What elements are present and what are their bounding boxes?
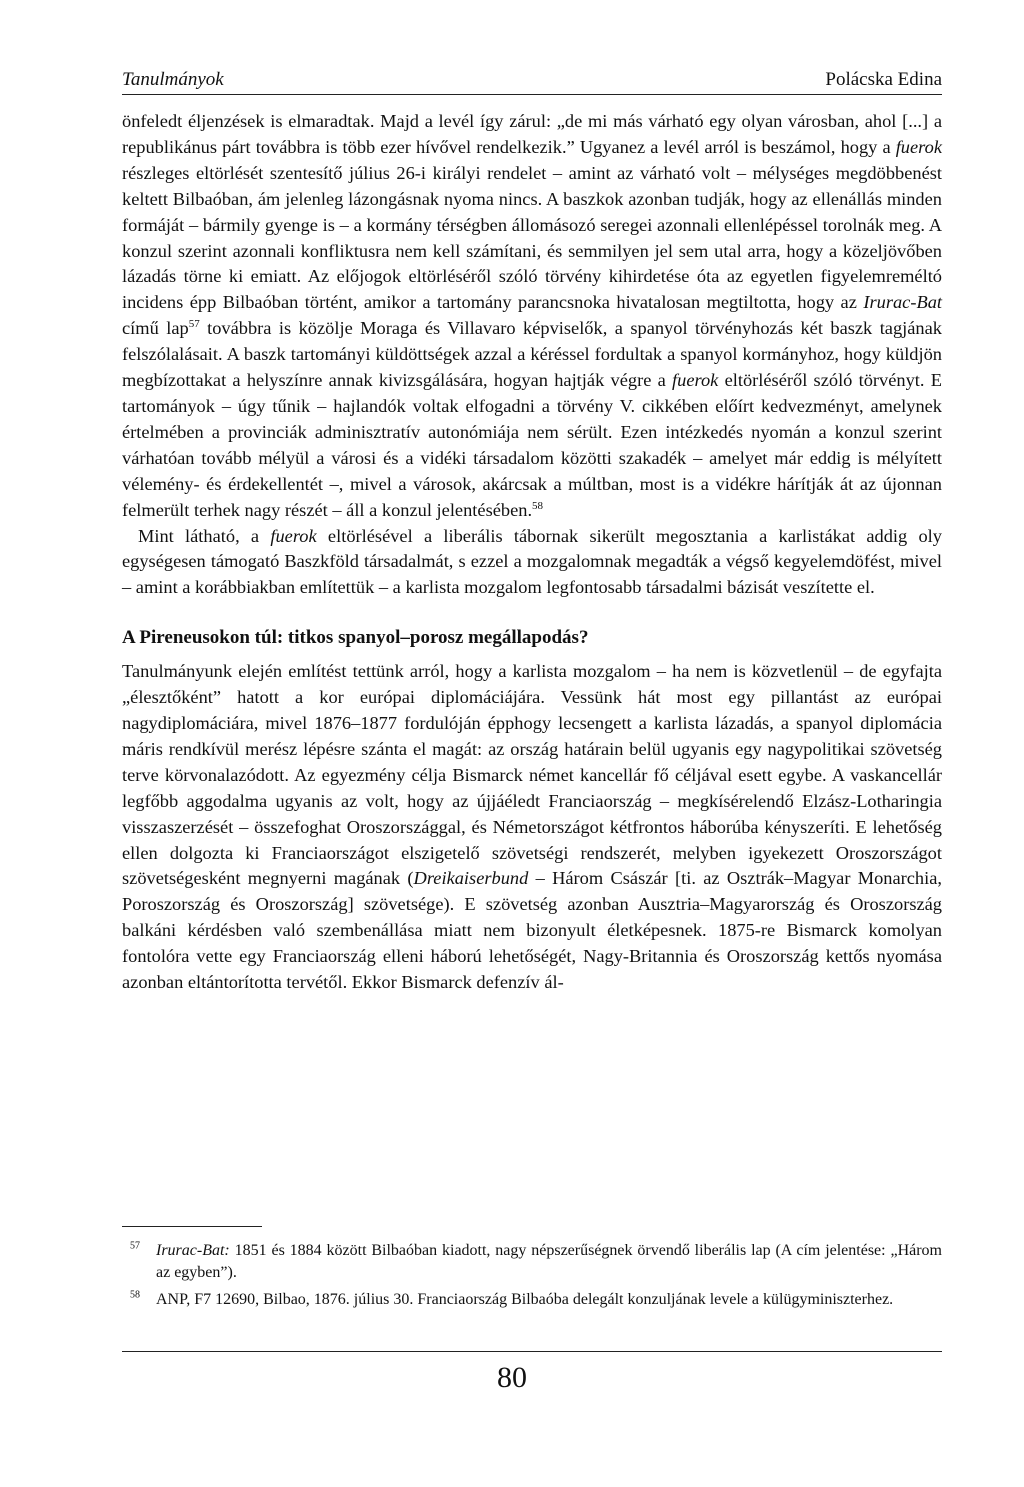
running-header: [122, 68, 942, 95]
footnote-separator: [122, 1226, 262, 1227]
paragraph-1: önfeledt éljenzések is elmaradtak. Majd a levél így zárul: „de mi más várható egy olyan városban, ahol [...] a republikánus párt továbbra is több ezer hívővel rendelkezik.” Ugyanez a levél arról is beszámol, hogy a fuerok részleges eltörlését szentesítő július 26-i királyi rendelet – amint az várható volt – mélységes megdöbbenést keltett Bilbaóban, ám jelenleg lázongásnak nyoma nincs. A baszkok azonban tudják, hogy az ellenállás minden formáját – bármily gyenge is – a kormány térségben állomásozó seregei azonnali ellenlépéssel torolnák meg. A konzul szerint azonnali konfliktusra nem kell számítani, és semmilyen jel sem utal arra, hogy a közeljövőben lázadás törne ki emiatt. Az előjogok eltörléséről szóló törvény kihirdetése óta az egyetlen figyelemreméltó incidens épp Bilbaóban történt, amikor a tartomány parancsnoka hivatalosan megtiltotta, hogy az Irurac-Bat című lap$^{57}$ továbbra is közölje Moraga és Villavaro képviselők, a spanyol törvényhozás két baszk tagjának felszólalásait. A baszk tartományi küldöttségek azzal a kéréssel fordultak a spanyol kormányhoz, hogy küldjön megbízottakat a helyszínre annak kivizsgálására, hogyan hajtják végre a fuerok eltörléséről szóló törvényt. E tartományok – úgy tűnik – hajlandók voltak elfogadni a törvény V. cikkében előírt kedvezményt, amelynek értelmében a provinciák adminisztratív autonómiája nem sérült. Ezen intézkedés nyomán a konzul szerint várhatóan tovább mélyül a városi és a vidéki társadalom közötti szakadék – amelyet már eddig is mélyített vélemény- és érdekellentét –, mivel a városok, akárcsak a múltban, most is a vidékre hárítják át az újonnan felmerült terhek nagy részét – áll a konzul jelentésében.$^{58}$: [122, 111, 942, 520]
italic-term: fuerok: [895, 136, 942, 157]
section-heading: A Pireneusokon túl: titkos spanyol–porosz megállapodás?: [122, 627, 589, 649]
footnote-57: $^{57}$ Irurac-Bat: 1851 és 1884 között Bilbaóban kiadott, nagy népszerűségnek örvendő liberális lap (A cím jelentése: „Három az egyben”).: [130, 1240, 942, 1281]
running-header-author: Polácska Edina: [825, 69, 942, 90]
footnote-ref-58[interactable]: 58: [532, 499, 544, 512]
running-header-section: Tanulmányok: [122, 69, 224, 90]
footnote-58: $^{58}$ ANP, F7 12690, Bilbao, 1876. július 30. Franciaország Bilbaóba delegált konzuljának levele a külügyminiszterhez.: [130, 1289, 894, 1308]
italic-term: fuerok: [672, 370, 719, 391]
body-text: [122, 109, 942, 996]
footnote-ref-57[interactable]: 57: [188, 318, 200, 331]
footnote-number: 58: [130, 1289, 140, 1301]
italic-term: Dreikaiserbund: [413, 868, 529, 889]
paragraph-3: Tanulmányunk elején említést tettünk arról, hogy a karlista mozgalom – ha nem is közvetlenül – de egyfajta „élesztőként” hatott a kor európai diplomáciájára. Vessünk hát most egy pillantást az európai nagydiplomáciára, mivel 1876–1877 fordulóján épphogy lecsengett a karlista lázadás, a spanyol diplomácia máris rendkívül merész lépésre szánta el magát: az ország határain belül ugyanis egy nagypolitikai szövetség terve körvonalazódott. Az egyezmény célja Bismarck német kancellár fő céljával esett egybe. A vaskancellár legfőbb aggodalma ugyanis az volt, hogy az újjáéledt Franciaország – megkísérelendő Elzász-Lotharingia visszaszerzését – összefoghat Oroszországgal, és Németországot kétfrontos háborúba kényszeríti. E lehetőség ellen dolgozta ki Franciaországot elszigetelő szövetségi rendszerét, melyben igyekezett Oroszországot szövetségesként megnyerni magának (Dreikaiserbund – Három Császár [ti. az Osztrák–Magyar Monarchia, Poroszország és Oroszország] szövetsége). E szövetség azonban Ausztria–Magyarország és Oroszország balkáni kérdésben való szembenállása miatt nem bizonyult életképesnek. 1875-re Bismarck komolyan fontolóra vette egy Franciaország elleni háború lehetőségét, Nagy-Britannia és Oroszország kettős nyomása azonban eltántorította tervétől. Ekkor Bismarck defenzív ál-: [122, 661, 942, 993]
page-number: 80: [497, 1361, 527, 1394]
page-bottom-rule: [122, 1351, 942, 1352]
footnote-number: 57: [130, 1240, 140, 1252]
footnote-italic: Irurac-Bat:: [156, 1242, 230, 1259]
page-content: [122, 68, 942, 996]
footnotes: [122, 1240, 942, 1316]
italic-term: fuerok: [270, 525, 317, 546]
paragraph-2: Mint látható, a fuerok eltörlésével a liberális tábornak sikerült megosztania a karlistákat addig oly egységesen támogató Baszkföld társadalmát, s ezzel a mozgalomnak megadták a végső kegyelemdöfést, mivel – amint a korábbiakban említettük – a karlista mozgalom legfontosabb társadalmi bázisát veszítette el.: [122, 525, 942, 598]
italic-title: Irurac-Bat: [863, 292, 942, 313]
